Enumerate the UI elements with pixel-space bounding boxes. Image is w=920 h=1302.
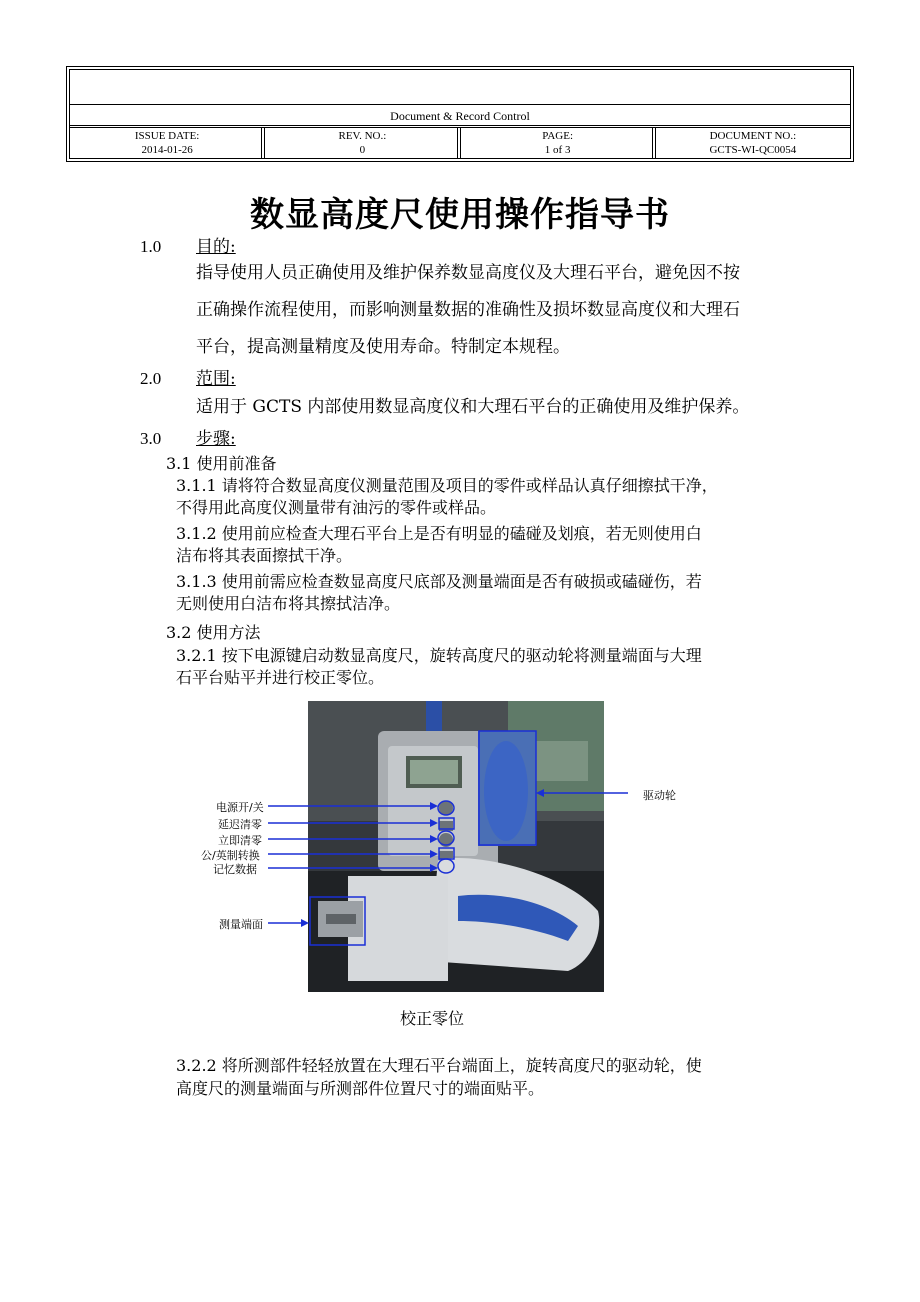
label-instant-zero: 立即清零	[218, 834, 262, 847]
step-3-1-heading: 3.1 使用前准备	[166, 454, 277, 473]
step-3-1-2-line-2: 洁布将其表面擦拭干净。	[176, 546, 353, 565]
document-title: 数显高度尺使用操作指导书	[250, 195, 670, 235]
rev-no-label: REV. NO.:	[338, 130, 387, 142]
page-label: PAGE:	[542, 130, 574, 142]
section-scope-heading: 范围:	[196, 369, 236, 389]
label-power: 电源开/关	[216, 801, 264, 814]
purpose-line-3: 平台，提高测量精度及使用寿命。特制定本规程。	[196, 337, 570, 357]
label-probe: 测量端面	[219, 918, 263, 931]
label-delay-zero: 延迟清零	[218, 818, 262, 831]
label-unit-switch: 公/英制转换	[201, 849, 260, 862]
probe-outline	[310, 897, 365, 945]
header-title: Document & Record Control	[390, 109, 530, 123]
delay-zero-button-outline	[439, 818, 454, 829]
unit-switch-button-outline	[439, 848, 454, 859]
step-3-1-2-line-1: 3.1.2 使用前应检查大理石平台上是否有明显的磕碰及划痕，若无则使用白	[176, 524, 702, 543]
step-3-2-heading: 3.2 使用方法	[166, 623, 261, 642]
purpose-line-1: 指导使用人员正确使用及维护保养数显高度仪及大理石平台，避免因不按	[196, 263, 740, 283]
issue-date-value: 2014-01-26	[141, 144, 193, 156]
instant-zero-button-outline	[438, 831, 454, 845]
section-steps-number: 3.0	[140, 429, 162, 448]
section-purpose-number: 1.0	[140, 237, 162, 256]
section-purpose-heading: 目的:	[196, 237, 236, 257]
figure-caption: 校正零位	[400, 1009, 465, 1028]
power-button-outline	[438, 801, 454, 815]
step-3-1-1-line-1: 3.1.1 请将符合数显高度仪测量范围及项目的零件或样品认真仔细擦拭干净，	[176, 476, 718, 495]
issue-date-label: ISSUE DATE:	[134, 130, 200, 142]
step-3-1-1-line-2: 不得用此高度仪测量带有油污的零件或样品。	[176, 498, 497, 517]
label-drive-wheel: 驱动轮	[643, 789, 676, 802]
drive-wheel-outline	[479, 731, 536, 845]
section-scope-number: 2.0	[140, 369, 162, 388]
scope-line: 适用于 GCTS 内部使用数显高度仪和大理石平台的正确使用及维护保养。	[196, 397, 750, 417]
step-3-1-3-line-2: 无则使用白洁布将其擦拭洁净。	[176, 594, 401, 613]
rev-no-value: 0	[359, 144, 366, 156]
memory-button-outline	[438, 859, 454, 873]
label-memory: 记忆数据	[213, 863, 257, 876]
document-no-value: GCTS-WI-QC0054	[709, 144, 797, 156]
step-3-2-1-line-2: 石平台贴平并进行校正零位。	[176, 668, 385, 687]
step-3-2-2-line-2: 高度尺的测量端面与所测部件位置尺寸的端面贴平。	[176, 1079, 545, 1098]
section-steps-heading: 步骤:	[196, 429, 236, 449]
document-no-label: DOCUMENT NO.:	[709, 130, 797, 142]
page-value: 1 of 3	[544, 144, 571, 156]
step-3-2-2-line-1: 3.2.2 将所测部件轻轻放置在大理石平台端面上，旋转高度尺的驱动轮，使	[176, 1056, 702, 1075]
step-3-2-1-line-1: 3.2.1 按下电源键启动数显高度尺，旋转高度尺的驱动轮将测量端面与大理	[176, 646, 702, 665]
step-3-1-3-line-1: 3.1.3 使用前需应检查数显高度尺底部及测量端面是否有破损或磕碰伤，若	[176, 572, 702, 591]
purpose-line-2: 正确操作流程使用，而影响测量数据的准确性及损坏数显高度仪和大理石	[196, 300, 740, 320]
